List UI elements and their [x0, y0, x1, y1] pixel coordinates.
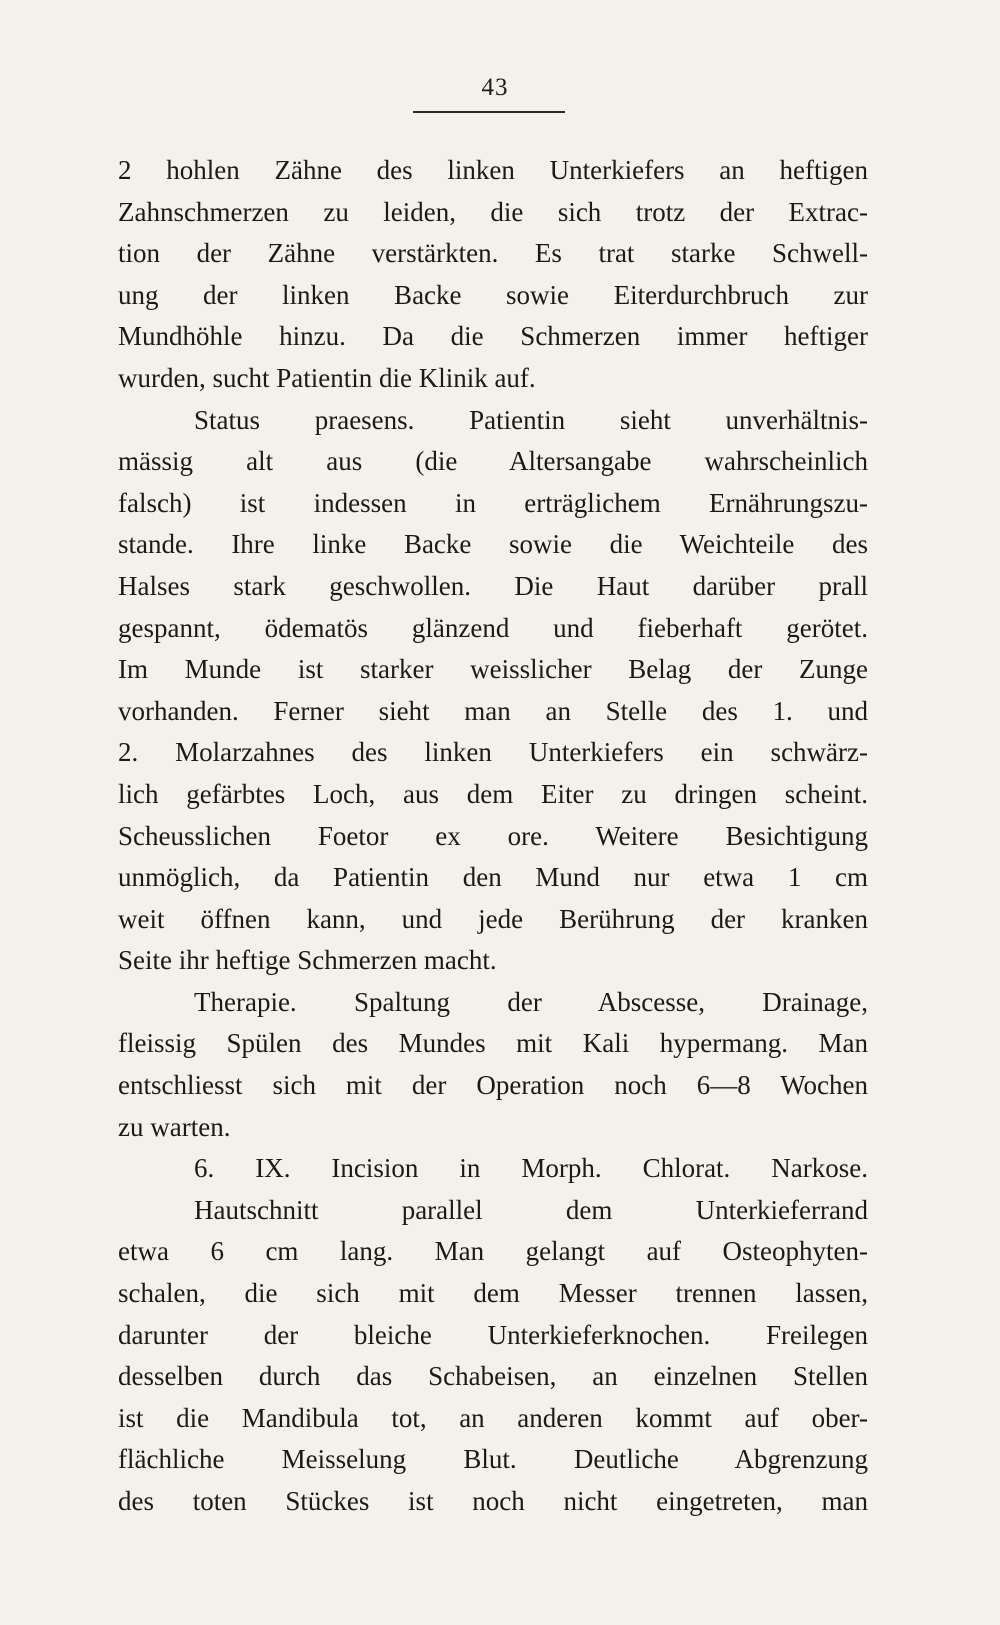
text-line: Seite ihr heftige Schmerzen macht.: [118, 945, 497, 976]
text-line: Zahnschmerzen zu leiden, die sich trotz der Extrac-: [118, 196, 868, 227]
text-line: etwa 6 cm lang. Man gelangt auf Osteophyten-: [118, 1236, 868, 1267]
text-line: weit öffnen kann, und jede Berührung der kranken: [118, 903, 868, 934]
text-line: 2. Molarzahnes des linken Unterkiefers ein schwärz-: [118, 737, 868, 768]
text-line: vorhanden. Ferner sieht man an Stelle des 1. und: [118, 695, 868, 726]
text-line: 6. IX. Incision in Morph. Chlorat. Narkose.: [194, 1153, 868, 1184]
text-line: Status praesens. Patientin sieht unverhältnis-: [194, 404, 868, 435]
text-line: ist die Mandibula tot, an anderen kommt auf ober-: [118, 1402, 868, 1433]
text-line: entschliesst sich mit der Operation noch 6—8 Wochen: [118, 1070, 868, 1101]
text-line: schalen, die sich mit dem Messer trennen lassen,: [118, 1278, 868, 1309]
text-line: Im Munde ist starker weisslicher Belag der Zunge: [118, 654, 868, 685]
text-line: flächliche Meisselung Blut. Deutliche Abgrenzung: [118, 1444, 868, 1475]
text-line: Halses stark geschwollen. Die Haut darüber prall: [118, 570, 868, 601]
text-line: stande. Ihre linke Backe sowie die Weichteile des: [118, 529, 868, 560]
text-line: tion der Zähne verstärkten. Es trat starke Schwell-: [118, 238, 868, 269]
header-rule: [413, 111, 565, 113]
text-line: darunter der bleiche Unterkieferknochen. Freilegen: [118, 1319, 868, 1350]
text-line: Therapie. Spaltung der Abscesse, Drainage,: [194, 986, 868, 1017]
text-line: lich gefärbtes Loch, aus dem Eiter zu dringen scheint.: [118, 778, 868, 809]
text-line: gespannt, ödematös glänzend und fieberhaft gerötet.: [118, 612, 868, 643]
text-line: ung der linken Backe sowie Eiterdurchbruch zur: [118, 279, 868, 310]
body-text: [118, 150, 868, 1523]
text-line: fleissig Spülen des Mundes mit Kali hypermang. Man: [118, 1028, 868, 1059]
text-line: wurden, sucht Patientin die Klinik auf.: [118, 362, 536, 393]
text-line: 2 hohlen Zähne des linken Unterkiefers an heftigen: [118, 155, 868, 185]
page-number: 43: [481, 74, 509, 101]
text-line: Hautschnitt parallel dem Unterkieferrand: [194, 1194, 868, 1225]
text-line: des toten Stückes ist noch nicht eingetreten, man: [118, 1486, 868, 1516]
text-line: Mundhöhle hinzu. Da die Schmerzen immer heftiger: [118, 321, 868, 352]
text-line: mässig alt aus (die Altersangabe wahrscheinlich: [118, 446, 868, 477]
text-line: desselben durch das Schabeisen, an einzelnen Stellen: [118, 1361, 868, 1392]
text-line: zu warten.: [118, 1111, 231, 1142]
text-line: falsch) ist indessen in erträglichem Ernährungszu-: [118, 487, 868, 518]
text-line: unmöglich, da Patientin den Mund nur etwa 1 cm: [118, 862, 868, 893]
text-line: Scheusslichen Foetor ex ore. Weitere Besichtigung: [118, 820, 868, 851]
